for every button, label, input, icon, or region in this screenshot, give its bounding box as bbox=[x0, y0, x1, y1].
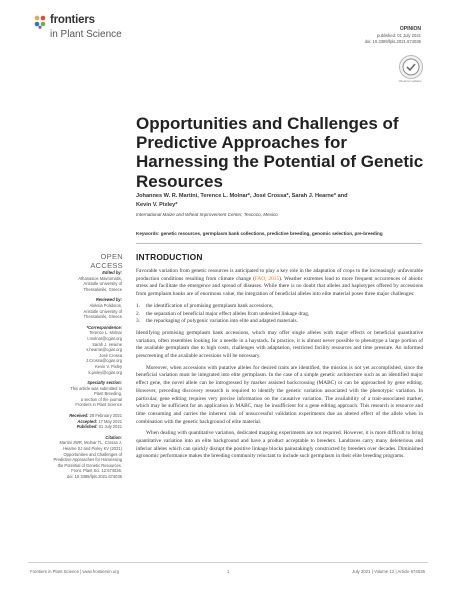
check-for-updates-badge[interactable] bbox=[399, 55, 423, 79]
specialty-line: Frontiers in Plant Science bbox=[75, 402, 122, 408]
list-number: 1. bbox=[136, 302, 141, 309]
specialty-section bbox=[40, 380, 122, 408]
citation-line: Martini JWR, Molnar TL, Crossa J, bbox=[59, 440, 122, 446]
citation-doi[interactable]: doi: 10.3389/fpls.2021.674036 bbox=[66, 474, 122, 479]
list-text: the identification of promising germplasm bank accessions, bbox=[146, 302, 274, 309]
citation-line: Predictive Approaches for Harnessing bbox=[53, 457, 122, 463]
correspondence-line: Terence L. Molnar bbox=[89, 330, 122, 336]
correspondence-email[interactable]: J.Crossa@cgiar.org bbox=[85, 358, 122, 364]
keywords-label: Keywords: bbox=[136, 231, 160, 236]
list-item bbox=[136, 318, 423, 326]
correspondence-line: Sarah J. Hearne bbox=[92, 341, 122, 347]
correspondence-line: Kevin V. Pixley bbox=[95, 363, 122, 369]
correspondence-email[interactable]: t.molnar@cgiar.org bbox=[87, 335, 122, 341]
paragraph-text: ). Weather extremes lead to more frequent occurrences of abiotic stress and facilitate the emergence and spread of diseases. While there is no doubt that alleles and haplotypes offered by accessions from germplasm banks are of enormous value, the integration of beneficial alleles into elite material poses three major challenges: bbox=[136, 275, 423, 298]
footer-divider bbox=[28, 562, 428, 563]
doi-link[interactable]: doi: 10.3389/fpls.2021.674036 bbox=[364, 39, 421, 44]
authors bbox=[136, 192, 436, 210]
editor-line: Athanasios Mavromatis, bbox=[78, 275, 122, 281]
paragraph-text: Favorable variation from genetic resources is anticipated to play a key role in the adaptation of crops to the increasingly unfavorable production conditions resulting from climate change ( bbox=[136, 268, 423, 282]
keywords bbox=[136, 231, 436, 236]
authors-line: Kevin V. Pixley* bbox=[136, 202, 178, 208]
specialty-line: Plant Breeding, bbox=[94, 391, 122, 397]
citation-line: Hearne SJ and Pixley KV (2021) bbox=[63, 446, 122, 452]
correspondence bbox=[40, 325, 122, 375]
published-label: Published: bbox=[76, 424, 98, 430]
correspondence-email[interactable]: k.pixley@cgiar.org bbox=[88, 369, 122, 375]
citation-label: Citation: bbox=[105, 434, 122, 440]
logo-journal: in Plant Science bbox=[50, 29, 122, 40]
reviewer-line: Thessaloniki, Greece bbox=[83, 314, 122, 320]
list-number: 2. bbox=[136, 310, 141, 317]
affiliation: International Maize and Wheat Improvement Center, Texcoco, Mexico bbox=[136, 212, 278, 217]
paragraph: When dealing with quantitative variation, dedicated mapping experiments are not required. However, it is more difficult to bring quantitative variation into an elite background and have a product acceptable to breeders. Landraces carry many deleterious and inferior alleles which can quickly disrupt the positive linkage blocks painstakingly constructed by breeders over decades. Diminished agronomic performance makes the breeding community reluctant to include such germplasm in their elite breeding programs. bbox=[136, 430, 423, 460]
article-body bbox=[136, 268, 423, 465]
footer-issue: July 2021 | Volume 12 | Article 674036 bbox=[352, 569, 425, 574]
citation-line: Front. Plant Sci. 12:674036. bbox=[71, 468, 122, 474]
dates bbox=[40, 413, 122, 430]
list-number: 3. bbox=[136, 318, 141, 325]
citation-line: Opportunities and Challenges of bbox=[63, 451, 122, 457]
correspondence-email[interactable]: s.hearne@cgiar.org bbox=[86, 347, 122, 353]
article-meta bbox=[365, 26, 421, 46]
accepted-value: 17 May 2021 bbox=[98, 418, 122, 424]
reviewed-by-label: Reviewed by: bbox=[95, 297, 122, 303]
received-label: Received: bbox=[69, 413, 89, 419]
published-date-sidebar bbox=[40, 424, 122, 430]
check-updates-label: Check for updates bbox=[398, 79, 422, 83]
paragraph: Identifying promising germplasm bank accessions, which may offer single alleles with major effects or beneficial quantitative variation, often resembles looking for a needle in a haystack. In practice, it is almost never possible to phenotype a large portion of the available germplasm due to high costs, challenges with adaptation, restricted facility resources and time pressure. An informed prescreening of the available accessions will be necessary. bbox=[136, 329, 423, 360]
page-number: 1 bbox=[227, 569, 230, 574]
reviewed-by bbox=[40, 297, 122, 319]
published-date: published: 01 July 2021 bbox=[376, 32, 421, 38]
specialty-line: a section of the journal bbox=[80, 396, 122, 402]
article-title: Opportunities and Challenges of Predictive Approaches for Harnessing the Potential of Genetic Resources bbox=[136, 114, 424, 191]
specialty-label: Specialty section: bbox=[87, 380, 122, 386]
citation-line: the Potential of Genetic Resources. bbox=[57, 462, 122, 468]
edited-by-label: Edited by: bbox=[102, 270, 122, 275]
correspondence-line: José Crossa bbox=[99, 352, 122, 358]
journal-logo[interactable] bbox=[33, 14, 143, 48]
open-access-label: OPEN ACCESS bbox=[90, 252, 123, 270]
correspondence-label: *Correspondence: bbox=[86, 324, 122, 330]
divider bbox=[136, 243, 422, 244]
list-text: the separation of beneficial major effect alleles from undesired linkage drag, bbox=[146, 310, 310, 317]
frontiers-logo-icon bbox=[33, 15, 47, 29]
keywords-text: genetic resources, germplasm bank collections, predictive breeding, genomic selection, pre-breeding bbox=[160, 231, 383, 236]
reviewer-line: Aristotle University of bbox=[83, 308, 122, 314]
edited-by bbox=[40, 270, 122, 292]
article-type: OPINION bbox=[399, 26, 421, 32]
reviewer-line: Aleksia Polidoros, bbox=[89, 302, 122, 308]
list-item bbox=[136, 303, 423, 311]
citation bbox=[40, 435, 122, 480]
paragraph bbox=[136, 268, 423, 299]
accepted-label: Accepted: bbox=[77, 418, 98, 424]
sidebar-meta bbox=[40, 265, 122, 480]
logo-name: frontiers bbox=[50, 14, 95, 26]
footer-journal[interactable]: Frontiers in Plant Science | www.frontiersin.org bbox=[30, 569, 119, 574]
specialty-line: This article was submitted to bbox=[70, 385, 122, 391]
editor-line: Aristotle University of bbox=[83, 281, 122, 287]
published-value: 01 July 2021 bbox=[98, 424, 122, 430]
challenge-list bbox=[136, 303, 423, 326]
check-updates-icon bbox=[400, 56, 422, 78]
received-value: 28 February 2021 bbox=[89, 413, 122, 419]
citation-link[interactable]: FAO, 2015 bbox=[254, 275, 280, 282]
paragraph: Moreover, when accessions with putative alleles for desired traits are identified, the mission is not yet accomplished, since the beneficial variation must be integrated into elite germplasm. In the case of a simple genetic architecture such as an identified major effect gene, the novel allele can be introgressed by marker assisted backcrossing (MABC) or can be approached by gene editing. However, preceding discovery research is required to identify the genetic variation associated with the phenotypic variation. In particular, gene editing requires very precise information on the causative variation. The availability of a trait-associated marker, which may be sufficient for an application in MABC, may be insufficient for a gene editing approach. This research is resource and time consuming and carries the inherent risk of unsuccessful validation experiments due an altered effect of the allele when in combination with the genetic background of elite material. bbox=[136, 364, 423, 425]
authors-line: Johannes W. R. Martini, Terence L. Molnar*, José Crossa*, Sarah J. Hearne* and bbox=[136, 193, 348, 199]
list-text: the repackaging of polygenic variation into elite and adapted materials. bbox=[146, 318, 298, 325]
editor-line: Thessaloniki, Greece bbox=[83, 286, 122, 292]
section-heading: INTRODUCTION bbox=[136, 252, 203, 262]
